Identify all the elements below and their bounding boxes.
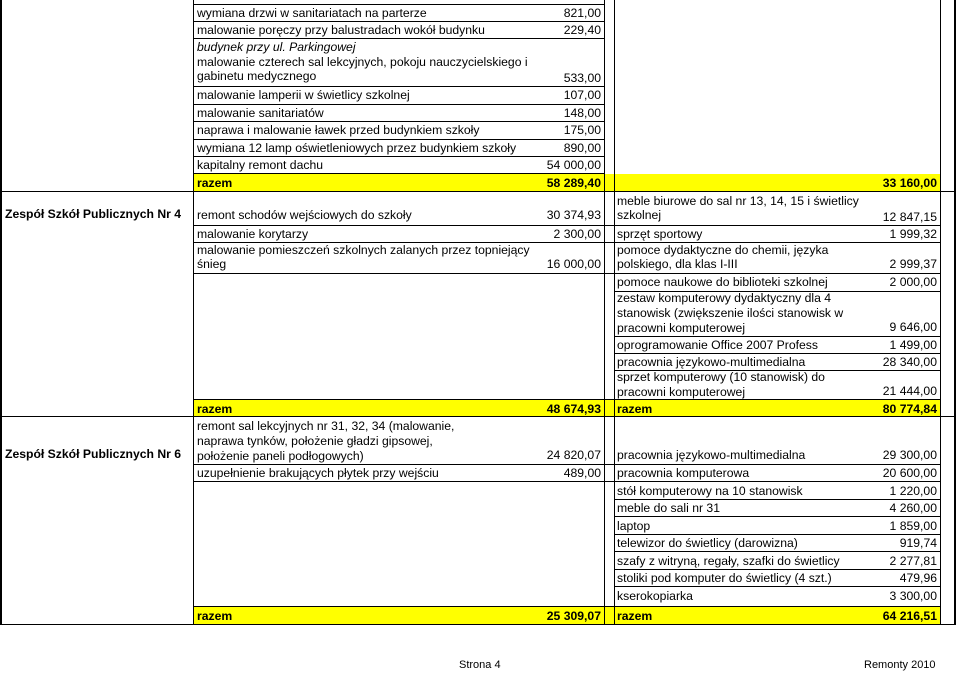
item-desc: szafy z witryną, regały, szafki do świetlicy bbox=[617, 554, 840, 568]
item-amount: 533,00 bbox=[563, 71, 601, 85]
item-desc: remont schodów wejściowych do szkoły bbox=[197, 208, 412, 222]
border-outer-right bbox=[954, 0, 956, 625]
item-desc: sprzęt sportowy bbox=[617, 227, 703, 241]
item-amount: 2 277,81 bbox=[889, 554, 937, 568]
item-desc: kserokopiarka bbox=[617, 589, 693, 603]
item-amount: 16 000,00 bbox=[546, 257, 601, 271]
total-label: razem bbox=[197, 176, 233, 190]
total-amount: 33 160,00 bbox=[882, 176, 937, 190]
item-desc: pracownia komputerowa bbox=[617, 466, 750, 480]
item-desc: pracownia językowo-multimedialna bbox=[617, 355, 806, 369]
item-desc: wymiana 12 lamp oświetleniowych przez budynkiem szkoły bbox=[197, 141, 517, 155]
school-name-nr6: Zespół Szkół Publicznych Nr 6 bbox=[5, 447, 182, 461]
item-amount: 479,96 bbox=[899, 571, 937, 585]
item-amount: 148,00 bbox=[563, 106, 601, 120]
page-number: Strona 4 bbox=[459, 659, 501, 671]
item-amount: 821,00 bbox=[563, 6, 601, 20]
item-amount: 3 300,00 bbox=[889, 589, 937, 603]
item-desc: oprogramowanie Office 2007 Profess bbox=[617, 338, 818, 352]
item-desc: malowanie lamperii w świetlicy szkolnej bbox=[197, 88, 410, 102]
total-amount: 48 674,93 bbox=[546, 402, 601, 416]
item-desc: sprzet komputerowy (10 stanowisk) do pracowni komputerowej bbox=[617, 370, 825, 399]
total-label: razem bbox=[197, 609, 233, 623]
item-amount: 1 499,00 bbox=[889, 338, 937, 352]
item-desc: zestaw komputerowy dydaktyczny dla 4 stanowisk (zwiększenie ilości stanowisk w pracowni komputerowej bbox=[617, 291, 844, 335]
item-amount: 1 999,32 bbox=[889, 227, 937, 241]
total-label: razem bbox=[617, 609, 653, 623]
item-desc: malowanie poręczy przy balustradach wokół budynku bbox=[197, 23, 485, 37]
item-desc: remont sal lekcyjnych nr 31, 32, 34 (malowanie, naprawa tynków, położenie gładzi gipsowej, położenie paneli podłogowych) bbox=[197, 419, 455, 463]
item-desc: malowanie czterech sal lekcyjnych, pokoju nauczycielskiego i gabinetu medycznego bbox=[197, 55, 528, 83]
item-desc: laptop bbox=[617, 519, 651, 533]
item-amount: 12 847,15 bbox=[882, 210, 937, 224]
total-amount: 58 289,40 bbox=[546, 176, 601, 190]
item-amount: 24 820,07 bbox=[546, 448, 601, 462]
item-amount: 30 374,93 bbox=[546, 208, 601, 222]
item-desc: pomoce naukowe do biblioteki szkolnej bbox=[617, 275, 828, 289]
item-amount: 229,40 bbox=[563, 23, 601, 37]
item-desc: wymiana drzwi w sanitariatach na parterze bbox=[197, 6, 427, 20]
total-label: razem bbox=[197, 402, 233, 416]
total-amount: 25 309,07 bbox=[546, 609, 601, 623]
item-amount: 1 859,00 bbox=[889, 519, 937, 533]
item-amount: 2 300,00 bbox=[553, 227, 601, 241]
item-amount: 489,00 bbox=[563, 466, 601, 480]
item-desc: meble do sali nr 31 bbox=[617, 501, 720, 515]
item-desc: naprawa i malowanie ławek przed budynkiem szkoły bbox=[197, 123, 480, 137]
border-col3 bbox=[614, 191, 615, 625]
item-amount: 4 260,00 bbox=[889, 501, 937, 515]
total-amount: 64 216,51 bbox=[882, 609, 937, 623]
item-amount: 919,74 bbox=[899, 536, 937, 550]
border-left bbox=[0, 0, 2, 625]
border-col1 bbox=[193, 0, 194, 625]
border-right bbox=[940, 0, 941, 625]
total-label: razem bbox=[617, 402, 653, 416]
item-desc: stół komputerowy na 10 stanowisk bbox=[617, 484, 803, 498]
border-col3-top bbox=[614, 0, 615, 192]
item-desc: malowanie pomieszczeń szkolnych zalanych przez topniejący śnieg bbox=[197, 243, 530, 271]
item-amount: 2 999,37 bbox=[889, 257, 937, 271]
item-desc: budynek przy ul. Parkingowej bbox=[197, 40, 356, 54]
item-desc: meble biurowe do sal nr 13, 14, 15 i świetlicy szkolnej bbox=[617, 194, 859, 222]
item-amount: 890,00 bbox=[563, 141, 601, 155]
item-desc: stoliki pod komputer do świetlicy (4 szt.) bbox=[617, 571, 832, 585]
item-amount: 29 300,00 bbox=[882, 448, 937, 462]
item-desc: telewizor do świetlicy (darowizna) bbox=[617, 536, 798, 550]
total-amount: 80 774,84 bbox=[882, 402, 937, 416]
item-desc: pomoce dydaktyczne do chemii, języka polskiego, dla klas I-III bbox=[617, 243, 829, 271]
item-amount: 2 000,00 bbox=[889, 275, 937, 289]
item-desc: malowanie sanitariatów bbox=[197, 106, 324, 120]
item-desc: pracownia językowo-multimedialna bbox=[617, 448, 806, 462]
item-amount: 107,00 bbox=[563, 88, 601, 102]
item-amount: 20 600,00 bbox=[882, 466, 937, 480]
item-desc: malowanie korytarzy bbox=[197, 227, 309, 241]
item-amount: 28 340,00 bbox=[882, 355, 937, 369]
item-amount: 9 646,00 bbox=[889, 320, 937, 334]
item-amount: 1 220,00 bbox=[889, 484, 937, 498]
item-desc: kapitalny remont dachu bbox=[197, 158, 324, 172]
item-amount: 21 444,00 bbox=[882, 384, 937, 398]
document-title: Remonty 2010 bbox=[864, 659, 936, 671]
school-name-nr4: Zespół Szkół Publicznych Nr 4 bbox=[5, 207, 182, 221]
border-col2 bbox=[604, 0, 605, 625]
item-desc: uzupełnienie brakujących płytek przy wejściu bbox=[197, 466, 439, 480]
item-amount: 175,00 bbox=[563, 123, 601, 137]
item-amount: 54 000,00 bbox=[546, 158, 601, 172]
